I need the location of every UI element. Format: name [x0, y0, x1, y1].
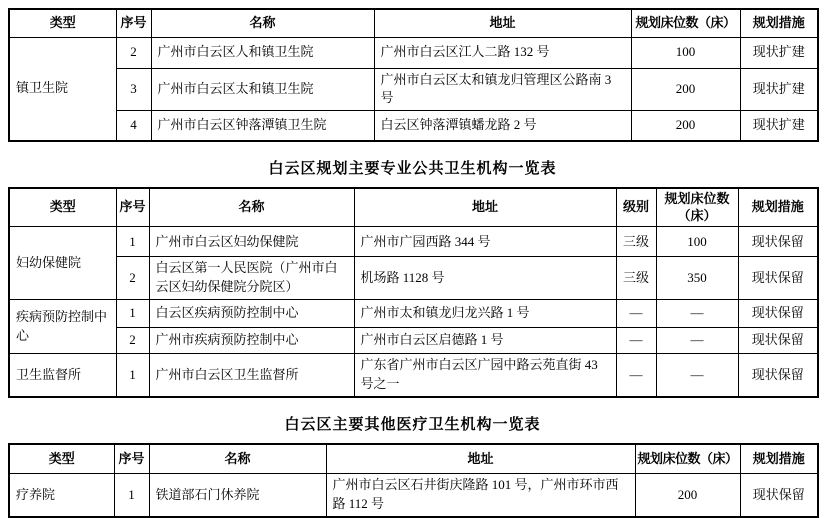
- table-row: [9, 354, 818, 397]
- cell-address: 广东省广州市白云区广园中路云苑直街 43 号之一: [354, 354, 616, 397]
- cell-beds: —: [656, 328, 738, 354]
- cell-type: 卫生监督所: [9, 354, 116, 397]
- cell-beds: —: [656, 354, 738, 397]
- cell-beds: 200: [631, 111, 740, 141]
- col-header-beds: 规划床位数（床）: [631, 9, 740, 37]
- cell-name: 广州市白云区妇幼保健院: [149, 227, 354, 257]
- cell-beds: —: [656, 300, 738, 328]
- cell-no: 1: [116, 227, 149, 257]
- cell-name: 广州市白云区卫生监督所: [149, 354, 354, 397]
- col-header-name: 名称: [149, 188, 354, 227]
- cell-beds: 100: [656, 227, 738, 257]
- cell-level: —: [616, 354, 656, 397]
- table-row: [9, 328, 818, 354]
- cell-measure: 现状保留: [740, 474, 818, 517]
- col-header-name: 名称: [151, 9, 374, 37]
- cell-no: 2: [116, 328, 149, 354]
- col-header-measure: 规划措施: [740, 444, 818, 474]
- table-row: [9, 68, 818, 111]
- cell-no: 1: [116, 300, 149, 328]
- cell-name: 白云区疾病预防控制中心: [149, 300, 354, 328]
- col-header-address: 地址: [374, 9, 631, 37]
- cell-type: 妇幼保健院: [9, 227, 116, 300]
- cell-level: 三级: [616, 257, 656, 300]
- cell-no: 2: [116, 37, 151, 68]
- cell-type: 疾病预防控制中心: [9, 300, 116, 354]
- cell-level: 三级: [616, 227, 656, 257]
- col-header-beds: 规划床位数（床）: [635, 444, 740, 474]
- table-row: [9, 300, 818, 328]
- cell-measure: 现状保留: [738, 354, 818, 397]
- col-header-type: 类型: [9, 188, 116, 227]
- cell-name: 铁道部石门休养院: [149, 474, 326, 517]
- table-other-medical-institutions: [8, 443, 819, 518]
- col-header-measure: 规划措施: [740, 9, 818, 37]
- table-header-row: [9, 9, 818, 37]
- col-header-address: 地址: [354, 188, 616, 227]
- table-town-health-centers: [8, 8, 819, 142]
- cell-no: 1: [116, 354, 149, 397]
- cell-level: —: [616, 328, 656, 354]
- cell-measure: 现状扩建: [740, 37, 818, 68]
- cell-beds: 200: [631, 68, 740, 111]
- cell-measure: 现状保留: [738, 257, 818, 300]
- cell-address: 白云区钟落潭镇蟠龙路 2 号: [374, 111, 631, 141]
- table-row: [9, 257, 818, 300]
- cell-name: 白云区第一人民医院（广州市白云区妇幼保健院分院区）: [149, 257, 354, 300]
- cell-no: 1: [114, 474, 149, 517]
- col-header-type: 类型: [9, 9, 116, 37]
- table-row: [9, 227, 818, 257]
- cell-level: —: [616, 300, 656, 328]
- cell-measure: 现状扩建: [740, 68, 818, 111]
- col-header-no: 序号: [116, 9, 151, 37]
- table-header-row: [9, 188, 818, 227]
- col-header-type: 类型: [9, 444, 114, 474]
- cell-no: 2: [116, 257, 149, 300]
- col-header-level: 级别: [616, 188, 656, 227]
- table-title-public-health: 白云区规划主要专业公共卫生机构一览表: [268, 159, 557, 177]
- cell-address: 广州市白云区启德路 1 号: [354, 328, 616, 354]
- cell-address: 广州市白云区江人二路 132 号: [374, 37, 631, 68]
- table-row: [9, 474, 818, 517]
- cell-name: 广州市白云区钟落潭镇卫生院: [151, 111, 374, 141]
- cell-measure: 现状保留: [738, 300, 818, 328]
- cell-address: 机场路 1128 号: [354, 257, 616, 300]
- cell-address: 广州市白云区太和镇龙归管理区公路南 3 号: [374, 68, 631, 111]
- cell-measure: 现状保留: [738, 227, 818, 257]
- table-header-row: [9, 444, 818, 474]
- cell-beds: 350: [656, 257, 738, 300]
- col-header-name: 名称: [149, 444, 326, 474]
- cell-type: 镇卫生院: [9, 37, 116, 141]
- cell-no: 3: [116, 68, 151, 111]
- cell-no: 4: [116, 111, 151, 141]
- cell-type: 疗养院: [9, 474, 114, 517]
- cell-name: 广州市白云区太和镇卫生院: [151, 68, 374, 111]
- cell-beds: 100: [631, 37, 740, 68]
- table-row: [9, 111, 818, 141]
- cell-name: 广州市疾病预防控制中心: [149, 328, 354, 354]
- cell-measure: 现状保留: [738, 328, 818, 354]
- cell-measure: 现状扩建: [740, 111, 818, 141]
- table-public-health-institutions: [8, 187, 819, 398]
- table-title-other-medical: 白云区主要其他医疗卫生机构一览表: [284, 415, 541, 433]
- cell-address: 广州市太和镇龙归龙兴路 1 号: [354, 300, 616, 328]
- col-header-beds: 规划床位数（床）: [656, 188, 738, 227]
- col-header-no: 序号: [116, 188, 149, 227]
- col-header-no: 序号: [114, 444, 149, 474]
- col-header-measure: 规划措施: [738, 188, 818, 227]
- table-row: [9, 37, 818, 68]
- cell-address: 广州市广园西路 344 号: [354, 227, 616, 257]
- col-header-address: 地址: [326, 444, 635, 474]
- cell-name: 广州市白云区人和镇卫生院: [151, 37, 374, 68]
- cell-address: 广州市白云区石井街庆隆路 101 号，广州市环市西路 112 号: [326, 474, 635, 517]
- cell-beds: 200: [635, 474, 740, 517]
